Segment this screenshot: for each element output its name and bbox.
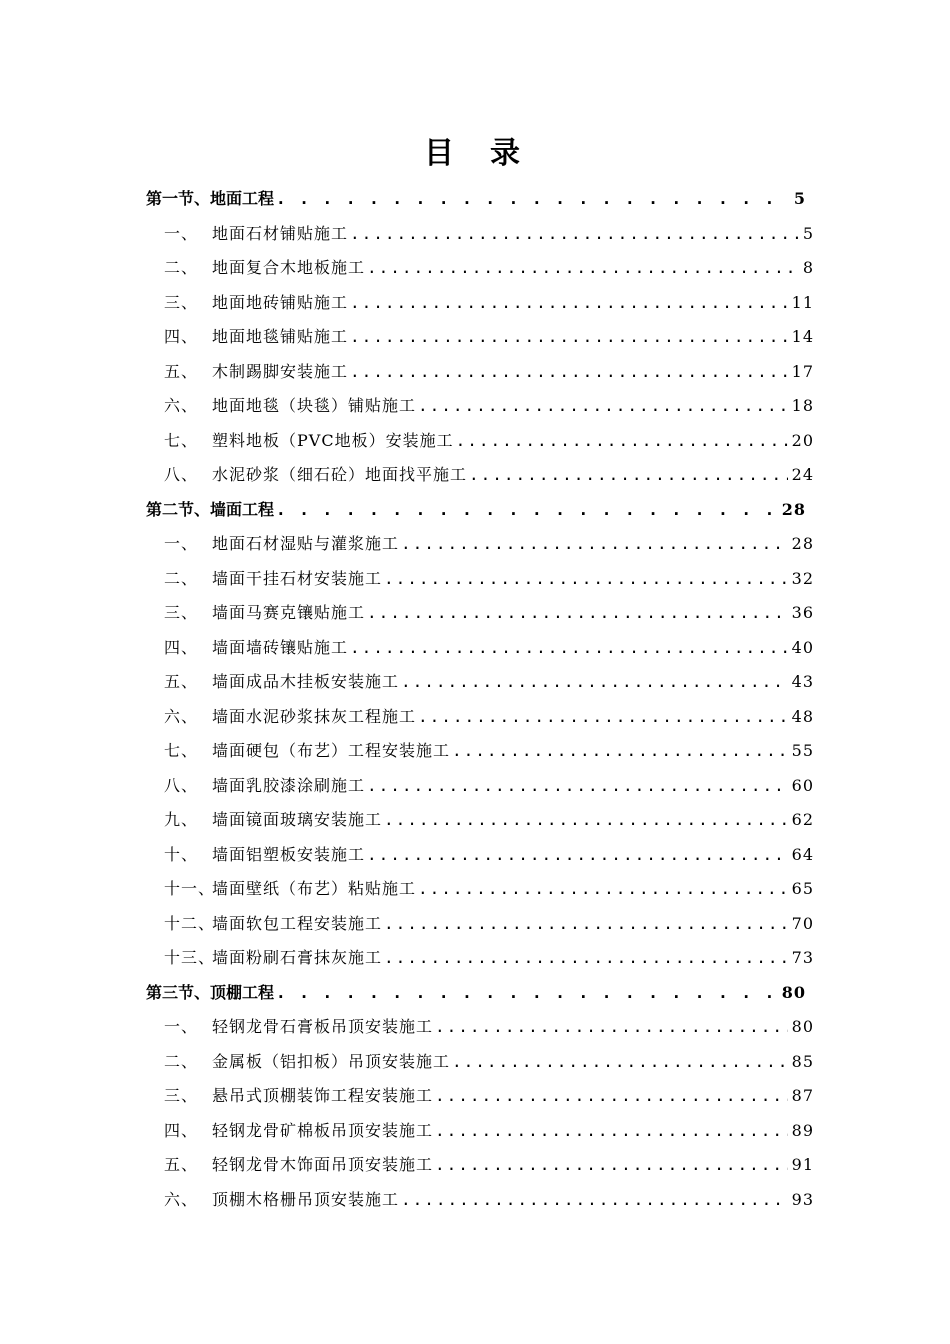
toc-item-number: 四、 xyxy=(164,327,199,346)
toc-item-row[interactable] xyxy=(164,219,814,249)
toc-item-number: 六、 xyxy=(164,707,199,726)
toc-item-number: 十、 xyxy=(164,845,199,864)
dot-leader xyxy=(350,357,788,387)
toc-page-number: 70 xyxy=(791,914,814,933)
toc-item-row[interactable] xyxy=(164,529,814,559)
dot-leader xyxy=(350,322,788,352)
toc-item-number: 七、 xyxy=(164,741,199,760)
toc-page-number: 87 xyxy=(791,1086,814,1105)
toc-page-number: 5 xyxy=(793,189,806,208)
toc-item-row[interactable] xyxy=(164,1012,814,1042)
dot-leader xyxy=(384,943,788,973)
toc-page-number: 80 xyxy=(781,983,806,1002)
toc-item-label: 墙面墙砖镶贴施工 xyxy=(212,638,349,657)
dot-leader xyxy=(435,1012,788,1042)
toc-item-row[interactable] xyxy=(164,736,814,766)
toc-page-number: 80 xyxy=(791,1017,814,1036)
title-char-2: 录 xyxy=(490,136,526,171)
toc-item-label: 木制踢脚安装施工 xyxy=(212,362,349,381)
toc-page-number: 32 xyxy=(791,569,814,588)
dot-leader xyxy=(384,909,788,939)
toc-item-number: 十二、 xyxy=(164,914,216,933)
toc-item-row[interactable] xyxy=(164,426,814,456)
toc-item-row[interactable] xyxy=(164,1185,814,1215)
toc-item-row[interactable] xyxy=(164,391,814,421)
toc-item-row[interactable] xyxy=(164,460,814,490)
toc-item-row[interactable] xyxy=(164,288,814,318)
toc-item-label: 地面地砖铺贴施工 xyxy=(212,293,349,312)
toc-page-number: 93 xyxy=(791,1190,814,1209)
toc-item-label: 墙面铝塑板安装施工 xyxy=(212,845,366,864)
toc-item-row[interactable] xyxy=(164,633,814,663)
toc-item-number: 八、 xyxy=(164,776,199,795)
toc-item-label: 塑料地板（PVC地板）安装施工 xyxy=(212,431,454,450)
toc-item-number: 五、 xyxy=(164,362,199,381)
toc-item-label: 顶棚木格栅吊顶安装施工 xyxy=(212,1190,400,1209)
toc-item-number: 六、 xyxy=(164,396,199,415)
toc-page-number: 64 xyxy=(791,845,814,864)
toc-item-label: 轻钢龙骨木饰面吊顶安装施工 xyxy=(212,1155,434,1174)
dot-leader xyxy=(452,736,788,766)
toc-item-row[interactable] xyxy=(164,943,814,973)
toc-item-label: 地面复合木地板施工 xyxy=(212,258,366,277)
toc-page-number: 85 xyxy=(791,1052,814,1071)
toc-page-number: 89 xyxy=(791,1121,814,1140)
toc-item-label: 墙面镜面玻璃安装施工 xyxy=(212,810,383,829)
toc-item-number: 十三、 xyxy=(164,948,216,967)
toc-page-number: 91 xyxy=(791,1155,814,1174)
dot-leader xyxy=(384,805,788,835)
toc-item-row[interactable] xyxy=(164,322,814,352)
toc-section-row[interactable] xyxy=(146,184,806,214)
toc-item-row[interactable] xyxy=(164,1150,814,1180)
toc-item-row[interactable] xyxy=(164,1081,814,1111)
toc-page-number: 5 xyxy=(802,224,814,243)
toc-item-number: 三、 xyxy=(164,1086,199,1105)
dot-leader xyxy=(367,598,788,628)
toc-item-label: 轻钢龙骨石膏板吊顶安装施工 xyxy=(212,1017,434,1036)
dot-leader xyxy=(367,253,799,283)
dot-leader xyxy=(418,874,788,904)
dot-leader xyxy=(401,1185,788,1215)
dot-leader xyxy=(456,426,788,456)
toc-section-row[interactable] xyxy=(146,495,806,525)
toc-item-label: 水泥砂浆（细石砼）地面找平施工 xyxy=(212,465,468,484)
toc-item-label: 地面石材铺贴施工 xyxy=(212,224,349,243)
toc-item-number: 三、 xyxy=(164,293,199,312)
toc-item-label: 地面地毯铺贴施工 xyxy=(212,327,349,346)
toc-item-row[interactable] xyxy=(164,564,814,594)
toc-item-row[interactable] xyxy=(164,357,814,387)
toc-item-number: 四、 xyxy=(164,1121,199,1140)
toc-item-label: 悬吊式顶棚装饰工程安装施工 xyxy=(212,1086,434,1105)
dot-leader xyxy=(350,633,788,663)
toc-page-number: 17 xyxy=(791,362,814,381)
toc-page-number: 55 xyxy=(791,741,814,760)
dot-leader xyxy=(435,1150,788,1180)
dot-leader xyxy=(367,840,788,870)
toc-item-label: 地面地毯（块毯）铺贴施工 xyxy=(212,396,417,415)
toc-item-label: 墙面硬包（布艺）工程安装施工 xyxy=(212,741,451,760)
toc-item-label: 墙面马赛克镶贴施工 xyxy=(212,603,366,622)
dot-leader xyxy=(276,978,778,1008)
toc-item-number: 七、 xyxy=(164,431,199,450)
toc-page-number: 14 xyxy=(791,327,814,346)
toc-item-row[interactable] xyxy=(164,771,814,801)
toc-item-number: 一、 xyxy=(164,1017,199,1036)
toc-item-label: 墙面软包工程安装施工 xyxy=(212,914,383,933)
toc-item-number: 六、 xyxy=(164,1190,199,1209)
toc-item-label: 地面石材湿贴与灌浆施工 xyxy=(212,534,400,553)
toc-page-number: 40 xyxy=(791,638,814,657)
toc-section-label: 第三节、顶棚工程 xyxy=(146,983,275,1002)
toc-page-number: 43 xyxy=(791,672,814,691)
dot-leader xyxy=(350,219,799,249)
toc-page-number: 20 xyxy=(791,431,814,450)
toc-item-row[interactable] xyxy=(164,1047,814,1077)
dot-leader xyxy=(401,667,788,697)
toc-page-number: 24 xyxy=(791,465,814,484)
toc-page-number: 48 xyxy=(791,707,814,726)
toc-item-label: 墙面粉刷石膏抹灰施工 xyxy=(212,948,383,967)
toc-item-number: 二、 xyxy=(164,1052,199,1071)
toc-item-row[interactable] xyxy=(164,909,814,939)
toc-item-number: 四、 xyxy=(164,638,199,657)
toc-item-row[interactable] xyxy=(164,805,814,835)
toc-item-label: 墙面成品木挂板安装施工 xyxy=(212,672,400,691)
dot-leader xyxy=(435,1116,788,1146)
toc-page-number: 65 xyxy=(791,879,814,898)
toc-item-label: 墙面壁纸（布艺）粘贴施工 xyxy=(212,879,417,898)
toc-item-label: 墙面水泥砂浆抹灰工程施工 xyxy=(212,707,417,726)
dot-leader xyxy=(384,564,788,594)
toc-item-number: 一、 xyxy=(164,534,199,553)
toc-item-number: 九、 xyxy=(164,810,199,829)
toc-item-row[interactable] xyxy=(164,667,814,697)
toc-item-label: 金属板（铝扣板）吊顶安装施工 xyxy=(212,1052,451,1071)
toc-item-number: 二、 xyxy=(164,569,199,588)
toc-item-number: 八、 xyxy=(164,465,199,484)
toc-page-number: 28 xyxy=(781,500,806,519)
dot-leader xyxy=(401,529,788,559)
toc-item-number: 五、 xyxy=(164,672,199,691)
dot-leader xyxy=(367,771,788,801)
toc-page-number: 28 xyxy=(791,534,814,553)
page-title xyxy=(0,128,950,172)
toc-page-number: 8 xyxy=(802,258,814,277)
dot-leader xyxy=(418,391,788,421)
toc-item-number: 二、 xyxy=(164,258,199,277)
toc-page-number: 60 xyxy=(791,776,814,795)
toc-item-label: 墙面干挂石材安装施工 xyxy=(212,569,383,588)
toc-item-number: 一、 xyxy=(164,224,199,243)
dot-leader xyxy=(469,460,788,490)
toc-item-number: 三、 xyxy=(164,603,199,622)
dot-leader xyxy=(276,495,778,525)
toc-item-row[interactable] xyxy=(164,702,814,732)
toc-item-row[interactable] xyxy=(164,874,814,904)
toc-item-row[interactable] xyxy=(164,1116,814,1146)
toc-page-number: 36 xyxy=(791,603,814,622)
toc-page-number: 11 xyxy=(791,293,814,312)
dot-leader xyxy=(435,1081,788,1111)
toc-page-number: 62 xyxy=(791,810,814,829)
dot-leader xyxy=(276,184,790,214)
title-char-1: 目 xyxy=(424,136,460,171)
toc-item-label: 轻钢龙骨矿棉板吊顶安装施工 xyxy=(212,1121,434,1140)
toc-section-label: 第二节、墙面工程 xyxy=(146,500,275,519)
toc-item-row[interactable] xyxy=(164,840,814,870)
toc-item-row[interactable] xyxy=(164,598,814,628)
toc-item-row[interactable] xyxy=(164,253,814,283)
toc-item-label: 墙面乳胶漆涂刷施工 xyxy=(212,776,366,795)
toc-page-number: 18 xyxy=(791,396,814,415)
toc-item-number: 五、 xyxy=(164,1155,199,1174)
toc-section-row[interactable] xyxy=(146,978,806,1008)
toc-section-label: 第一节、地面工程 xyxy=(146,189,275,208)
toc-page-number: 73 xyxy=(791,948,814,967)
dot-leader xyxy=(452,1047,788,1077)
toc-item-number: 十一、 xyxy=(164,879,216,898)
dot-leader xyxy=(418,702,788,732)
dot-leader xyxy=(350,288,788,318)
